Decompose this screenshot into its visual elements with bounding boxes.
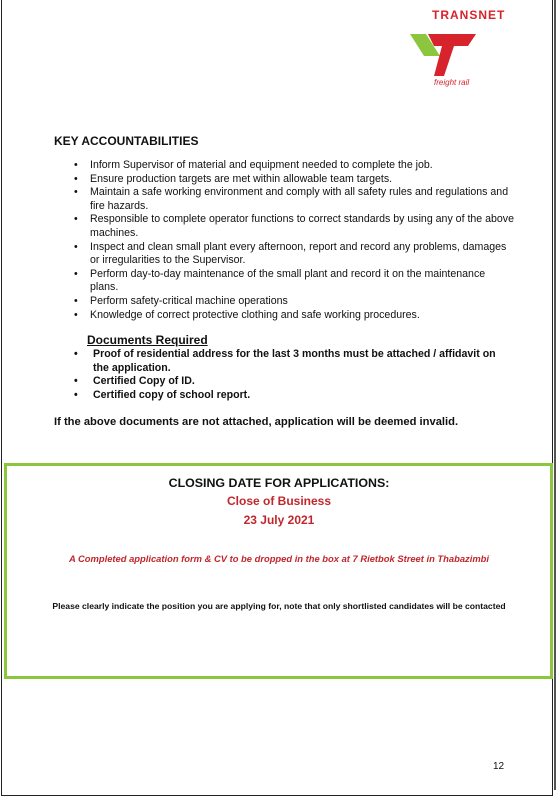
list-item: • Responsible to complete operator functions to correct standards by using any of the above machines. <box>74 213 514 240</box>
key-accountabilities-list <box>74 159 514 322</box>
position-note: Please clearly indicate the position you are applying for, note that only shortlisted candidates will be contacted <box>52 601 506 611</box>
key-accountabilities-heading: KEY ACCOUNTABILITIES <box>54 134 199 148</box>
list-item: • Certified copy of school report. <box>74 389 504 403</box>
list-item: • Ensure production targets are met within allowable team targets. <box>74 173 514 187</box>
transnet-logo <box>410 8 520 93</box>
list-item: • Inspect and clean small plant every afternoon, report and record any problems, damages or irregularities to the Supervisor. <box>74 241 514 268</box>
closing-date-title: CLOSING DATE FOR APPLICATIONS: <box>168 476 390 490</box>
page-number: 12 <box>493 761 505 772</box>
logo-brand-text: TRANSNET <box>432 8 506 22</box>
list-item: • Perform day-to-day maintenance of the small plant and record it on the maintenance plans. <box>74 268 514 295</box>
logo-division-text: freight rail <box>434 78 470 87</box>
invalid-application-note: If the above documents are not attached, application will be deemed invalid. <box>54 416 459 428</box>
list-item: • Maintain a safe working environment and comply with all safety rules and regulations and fire hazards. <box>74 186 514 213</box>
list-item: • Perform safety-critical machine operations <box>74 295 514 309</box>
transnet-logo-icon <box>410 28 480 78</box>
closing-time: Close of Business <box>226 494 332 508</box>
documents-required-heading: Documents Required <box>87 333 208 347</box>
list-item: • Knowledge of correct protective clothing and safe working procedures. <box>74 309 514 323</box>
documents-required-list <box>74 348 504 402</box>
list-item: • Proof of residential address for the last 3 months must be attached / affidavit on the application. <box>74 348 504 375</box>
closing-date: 23 July 2021 <box>243 513 315 527</box>
list-item: • Inform Supervisor of material and equipment needed to complete the job. <box>74 159 514 173</box>
drop-off-note: A Completed application form & CV to be dropped in the box at 7 Rietbok Street in Thabazimbi <box>69 553 489 564</box>
list-item: • Certified Copy of ID. <box>74 375 504 389</box>
